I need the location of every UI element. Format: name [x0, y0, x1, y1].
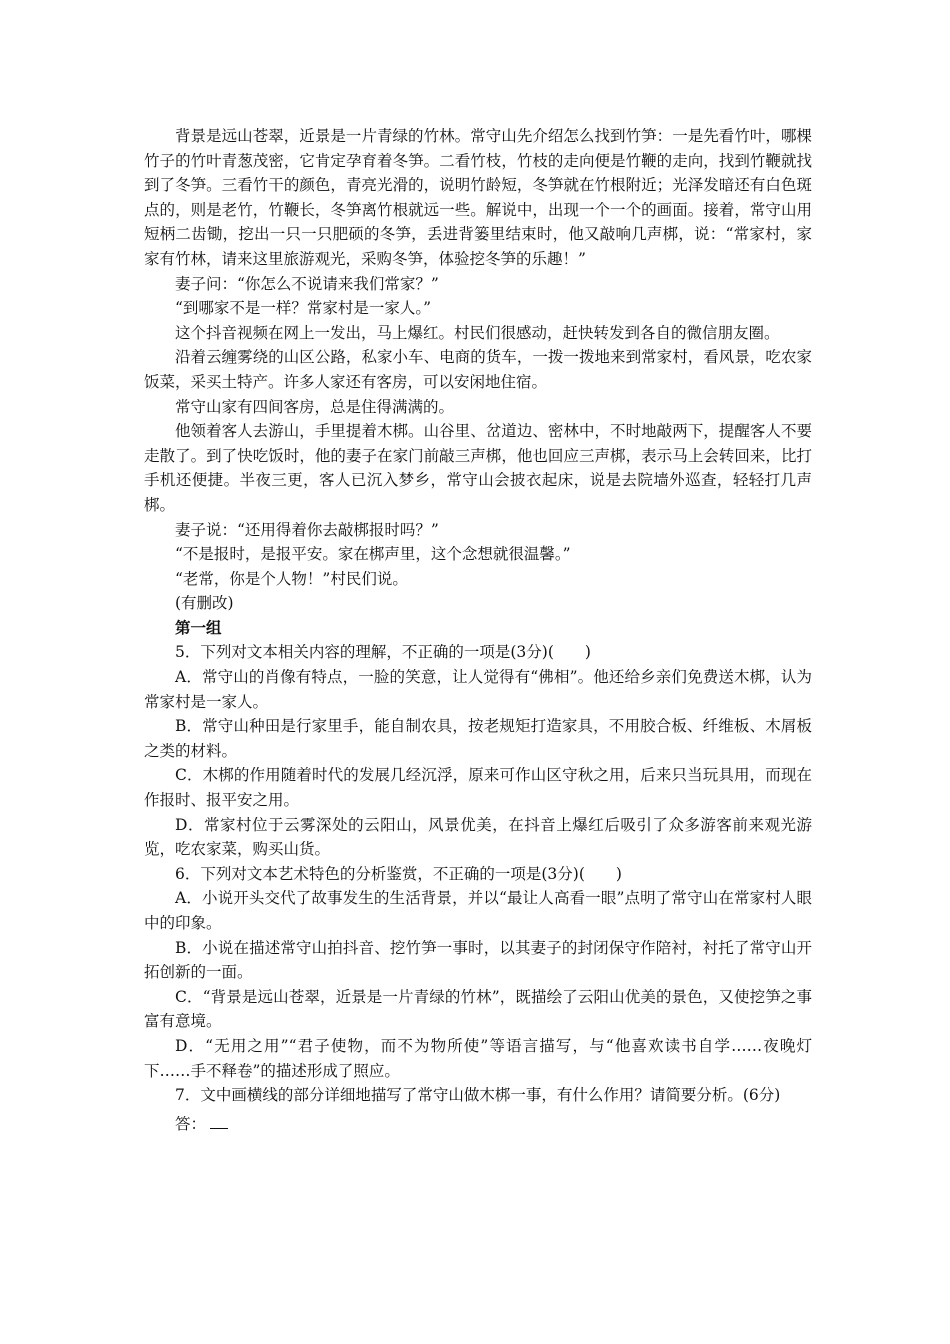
- edit-note: (有删改): [175, 594, 234, 613]
- question-5-option-b: B．常守山种田是行家里手，能自制农具，按老规矩打造家具，不用胶合板、纤维板、木屑板之类的材料。: [144, 717, 812, 760]
- story-paragraph: 妻子说：“还用得着你去敲梆报时吗？”: [175, 520, 439, 539]
- question-6-option-b: B．小说在描述常守山拍抖音、挖竹笋一事时，以其妻子的封闭保守作陪衬，衬托了常守山开拓创新的一面。: [144, 938, 812, 982]
- question-5-option-c: C．木梆的作用随着时代的发展几经沉浮，原来可作山区守秋之用，后来只当玩具用，而现在作报时、报平安之用。: [144, 766, 812, 810]
- question-5-option-d: D．常家村位于云雾深处的云阳山，风景优美，在抖音上爆红后吸引了众多游客前来观光游览，吃农家菜，购买山货。: [144, 815, 812, 859]
- story-paragraph: 他领着客人去游山，手里提着木梆。山谷里、岔道边、密林中，不时地敲两下，提醒客人不要走散了。到了快吃饭时，他的妻子在家门前敲三声梆，他也回应三声梆，表示马上会转回来，比打手机还便捷。半夜三更，客人已沉入梦乡，常守山会披衣起床，说是去院墙外巡查，轻轻打几声梆。: [144, 422, 812, 514]
- story-paragraph: 这个抖音视频在网上一发出，马上爆红。村民们很感动，赶快转发到各自的微信朋友圈。: [175, 323, 780, 342]
- section-title: 第一组: [175, 617, 222, 637]
- answer-row: [144, 1112, 812, 1137]
- story-paragraph: “到哪家不是一样？常家村是一家人。”: [175, 299, 432, 318]
- question-6-option-c: C．“背景是远山苍翠，近景是一片青绿的竹林”，既描绘了云阳山优美的景色，又使挖笋之事富有意境。: [144, 987, 812, 1031]
- question-6-stem: 6．下列对文本艺术特色的分析鉴赏，不正确的一项是(3分)( ): [175, 864, 622, 883]
- question-6-option-d: D．“无用之用”“君子使物，而不为物所使”等语言描写，与“他喜欢读书自学……夜晚灯下……手不释卷”的描述形成了照应。: [144, 1036, 812, 1080]
- story-paragraph: 常守山家有四间客房，总是住得满满的。: [175, 397, 455, 416]
- question-5-stem: 5．下列对文本相关内容的理解，不正确的一项是(3分)( ): [175, 643, 591, 662]
- document-body: [144, 124, 812, 1136]
- question-6-option-a: A．小说开头交代了故事发生的生活背景，并以“最让人高看一眼”点明了常守山在常家村人眼中的印象。: [144, 889, 812, 932]
- question-7-stem: 7．文中画横线的部分详细地描写了常守山做木梆一事，有什么作用？请简要分析。(6分): [175, 1086, 781, 1105]
- story-paragraph: “老常，你是个人物！”村民们说。: [175, 569, 408, 588]
- answer-label: 答：: [175, 1114, 207, 1133]
- story-paragraph: 妻子问：“你怎么不说请来我们常家？”: [175, 274, 439, 293]
- story-paragraph: 背景是远山苍翠，近景是一片青绿的竹林。常守山先介绍怎么找到竹笋：一是先看竹叶，哪棵竹子的竹叶青葱茂密，它肯定孕育着冬笋。二看竹枝，竹枝的走向便是竹鞭的走向，找到竹鞭就找到了冬笋。三看竹干的颜色，青亮光滑的，说明竹龄短，冬笋就在竹根附近；光泽发暗还有白色斑点的，则是老竹，竹鞭长，冬笋离竹根就远一些。解说中，出现一个一个的画面。接着，常守山用短柄二齿锄，挖出一只一只肥硕的冬笋，丢进背篓里结束时，他又敲响几声梆，说：“常家村，家家有竹林，请来这里旅游观光，采购冬笋，体验挖冬笋的乐趣！”: [144, 127, 812, 268]
- answer-blank[interactable]: [210, 1116, 228, 1129]
- story-paragraph: 沿着云缠雾绕的山区公路，私家小车、电商的货车，一拨一拨地来到常家村，看风景，吃农家饭菜，采买土特产。许多人家还有客房，可以安闲地住宿。: [144, 348, 812, 391]
- question-5-option-a: A．常守山的肖像有特点，一脸的笑意，让人觉得有“佛相”。他还给乡亲们免费送木梆，认为常家村是一家人。: [144, 668, 812, 711]
- story-paragraph: “不是报时，是报平安。家在梆声里，这个念想就很温馨。”: [175, 545, 571, 564]
